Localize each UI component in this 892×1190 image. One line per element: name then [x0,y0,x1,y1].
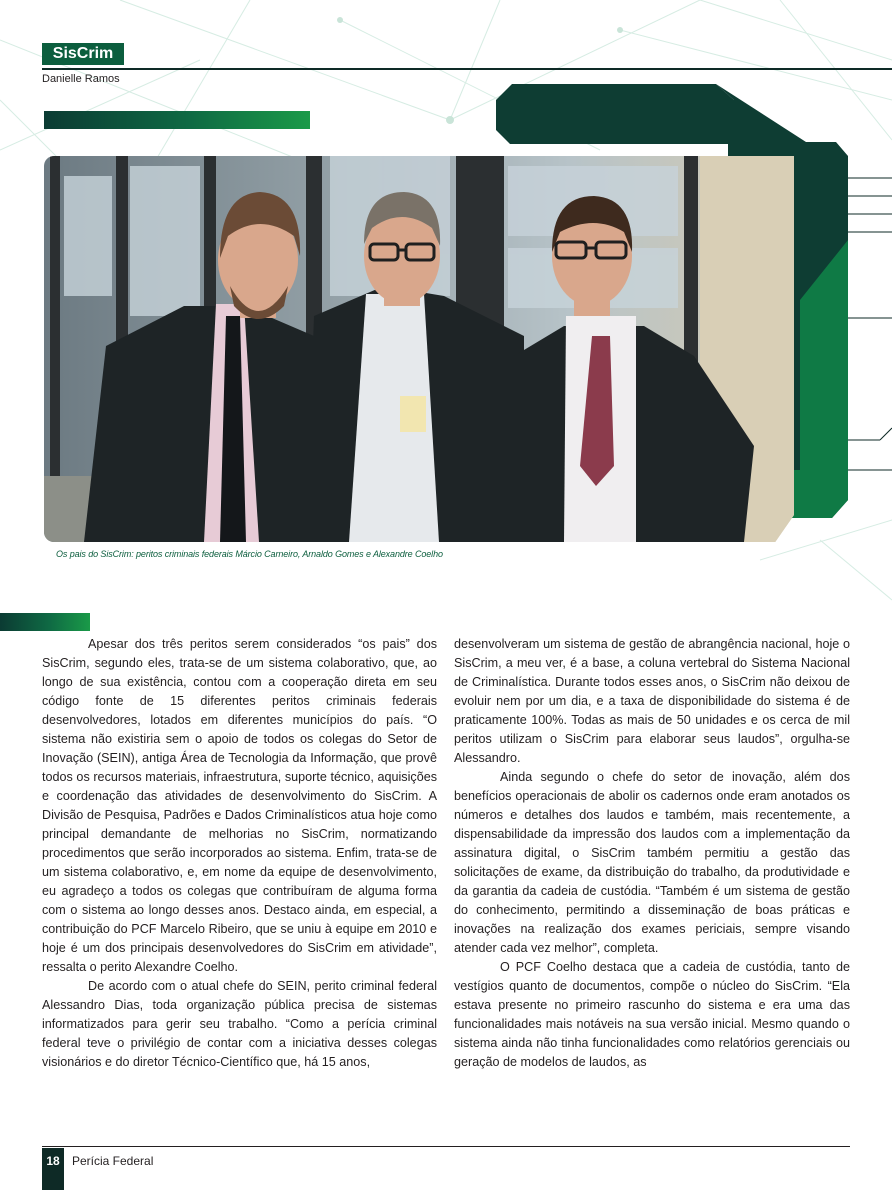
photo-caption: Os pais do SisCrim: peritos criminais federais Márcio Carneiro, Arnaldo Gomes e Alexandre Coelho [56,549,443,559]
paragraph-4: O PCF Coelho destaca que a cadeia de custódia, tanto de vestígios quanto de documentos, compõe o núcleo do SisCrim. “Ela estava presente no primeiro rascunho do sistema e era uma das funcionalidades mais notáveis na sua versão inicial. Mesmo quando o sistema ainda não tinha funcionalidades como relatórios gerenciais ou geração de modelos de laudos, as [454,960,850,1069]
section-tag: SisCrim [42,43,124,65]
paragraph-2-continuation: desenvolveram um sistema de gestão de abrangência nacional, hoje o SisCrim, a meu ver, é a base, a coluna vertebral do Sistema Nacional de Criminalística. Durante todos esses anos, o SisCrim não deixou de evoluir nem por um dia, e a taxa de disponibilidade do sistema é de praticamente 100%. Todas as mais de 50 unidades e os cerca de mil peritos utilizam o SisCrim para elaborar seus laudos”, orgulha-se Alessandro. [454,637,850,765]
magazine-name: Perícia Federal [72,1154,154,1168]
paragraph-1: Apesar dos três peritos serem considerados “os pais” dos SisCrim, segundo eles, trata-se de um sistema colaborativo, que, ao longo de sua existência, contou com a cooperação direta em seu código fonte de 15 diferentes peritos criminais federais desenvolvedores, lotados em diferentes municípios do país. “O sistema não existiria sem o apoio de todos os colegas do Setor de Inovação (SEIN), antiga Área de Tecnologia da Informação, que provê todos os recursos materiais, infraestrutura, suporte técnico, aquisições e coordenação das atividades de desenvolvimento do SisCrim. A Divisão de Pesquisa, Padrões e Dados Criminalísticos atua hoje como principal demandante de melhorias no SisCrim, normatizando procedimentos que serão incorporados ao sistema. Enfim, trata-se de um sistema colaborativo, e, em nome da equipe de desenvolvimento, eu agradeço a todos os colegas que contribuíram de alguma forma com o sistema ao longo desses anos. Destaco ainda, em especial, a contribuição do PCF Marcelo Ribeiro, que se uniu à equipe em 2010 e hoje é um dos principais desenvolvedores do SisCrim em atividade”, ressalta o perito Alexandre Coelho. [42,637,437,974]
paragraph-3: Ainda segundo o chefe do setor de inovação, além dos benefícios operacionais de abolir os cadernos onde eram anotados os números e detalhes dos laudos e também, mais recentemente, a dispensabilidade da impressão dos laudos com a implementação da assinatura digital, o SisCrim também permitiu a gestão das solicitações de exame, da distribuição do trabalho, da produtividade e da garantia da cadeia de custódia. “Também é um sistema de gestão do conhecimento, permitindo a disseminação de boas práticas e inovações na realização dos exames periciais, sempre visando atender cada vez melhor”, completa. [454,770,850,955]
paragraph-2: De acordo com o atual chefe do SEIN, perito criminal federal Alessandro Dias, toda organização pública precisa de sistemas informatizados para gerir seu trabalho. “Como a perícia criminal federal teve o privilégio de contar com a iniciativa desses colegas visionários e do diretor Técnico-Científico que, há 15 anos, [42,979,437,1069]
green-accent-bar-mid [0,613,90,631]
green-accent-bar-top [44,111,310,129]
article-column-right [454,635,850,1072]
header-rule [42,68,892,70]
author-name: Danielle Ramos [42,73,120,85]
footer-rule [42,1146,850,1147]
article-photo [44,156,794,542]
article-column-left [42,635,437,1072]
page-number: 18 [42,1148,64,1190]
